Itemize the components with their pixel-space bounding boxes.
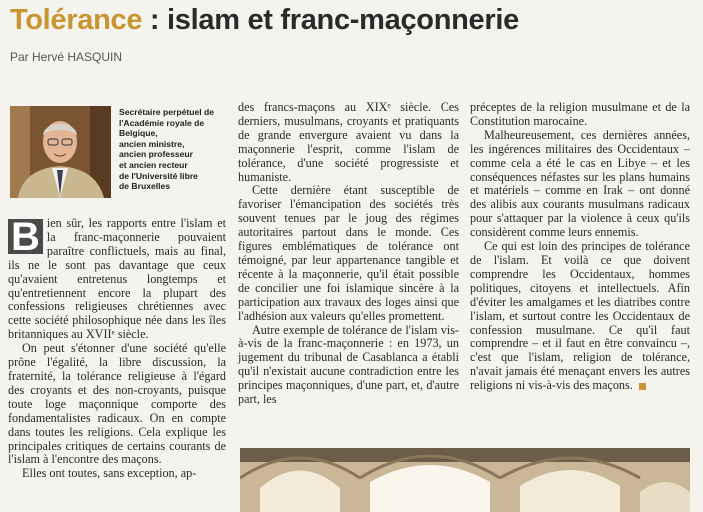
title-accent: Tolérance — [10, 4, 143, 36]
bio-line: ancien professeur — [119, 149, 194, 160]
paragraph: Elles ont toutes, sans exception, ap- — [22, 466, 197, 481]
bio-line: et ancien recteur — [119, 159, 188, 170]
square-end-mark-icon — [639, 383, 646, 390]
drop-cap: B — [8, 219, 43, 254]
article-column-3 — [470, 101, 690, 393]
byline: Par Hervé HASQUIN — [10, 50, 123, 64]
bio-line: Secrétaire perpétuel de — [119, 107, 215, 117]
bio-line: de Bruxelles — [119, 181, 171, 192]
title-rest: : islam et franc-maçonnerie — [142, 4, 519, 36]
paragraph: Cette dernière étant susceptible de favoriser l'émancipation des sociétés très souvent tenues par le joug des régimes autoritaires partout dans le monde. Ces figures emblématiques de tolérance ont témoigné, par leur appartenance tangible et récente à la maçonnerie, qu'il était possible de concilier une foi islamique sincère à la participation aux travaux des loges ainsi que l'adhésion aux valeurs qu'elles promettent. — [238, 183, 459, 323]
author-bio — [119, 107, 219, 192]
paragraph-text: ien sûr, les rapports entre l'islam et la franc-maçonnerie pouvaient paraître conflictuels, mais au final, ils ne le sont pas davantage que ceux qu'avaient entretenus longtemps et qu'entretiennent encore la plupart des confessions religieuses chrétiennes avec cette société philosophique née dans les îles britanniques au XVIIᵉ siècle. — [8, 216, 226, 342]
paragraph: Malheureusement, ces dernières années, les ingérences militaires des Occidentaux – comme cela a été le cas en Libye – et les conséquences néfastes sur les plans humains et matériels – comme en Irak – ont donné des alibis aux courants musulmans radicaux pour s'attaquer par la violence à ceux qu'ils considèrent comme leurs ennemis. — [470, 127, 690, 240]
article-title — [10, 4, 519, 37]
bio-line: ancien ministre, — [119, 138, 185, 149]
article-column-1 — [8, 217, 226, 481]
paragraph: On peut s'étonner d'une société qu'elle prône l'égalité, la libre discussion, la fraternité, la tolérance religieuse à l'égard des croyants et des non-croyants, puisque toute loge maçonnique comporte des fondamentalistes radicaux. On en compte dans toutes les religions. Cela explique les principales critiques de certains courants de l'islam à l'encontre des maçons. — [8, 341, 226, 467]
paragraph — [8, 217, 226, 342]
arches-image — [240, 448, 690, 512]
paragraph: des francs-maçons au XIXᵉ siècle. Ces derniers, musulmans, croyants et pratiquants de grande envergure avaient vu dans la maçonnerie l'esprit, comme l'islam de tolérance, d'une société progressiste et humaniste. — [238, 100, 459, 184]
author-photo — [10, 106, 111, 198]
mosque-interior-photo — [240, 448, 690, 512]
paragraph: Autre exemple de tolérance de l'islam vis-à-vis de la franc-maçonnerie : en 1973, un jugement du tribunal de Casablanca a établi qu'il n'existait aucune contradiction entre les principes maçonniques, d'une part, et, d'autre part, les — [238, 322, 459, 407]
bio-line: l'Académie royale de — [119, 117, 205, 128]
article-column-2 — [238, 101, 459, 407]
bio-line: de l'Université libre — [119, 170, 198, 181]
paragraph — [470, 240, 690, 393]
bio-line: Belgique, — [119, 128, 158, 139]
author-portrait-image — [10, 106, 111, 198]
paragraph: préceptes de la religion musulmane et de la Constitution marocaine. — [470, 100, 690, 128]
paragraph-text: Ce qui est loin des principes de tolérance de l'islam. Et voilà ce que doivent comprendre les Occidentaux, hommes politiques, citoyens et intellectuels. Afin d'éviter les amalgames et les diatribes contre l'islam, et surtout contre les Occidentaux de confession musulmane. Ce qu'il faut comprendre – et il faut en être convaincu –, c'est que l'islam, religion de tolérance, n'avait jamais été menaçant envers les autres religions ni vis-à-vis des maçons. — [470, 239, 690, 393]
